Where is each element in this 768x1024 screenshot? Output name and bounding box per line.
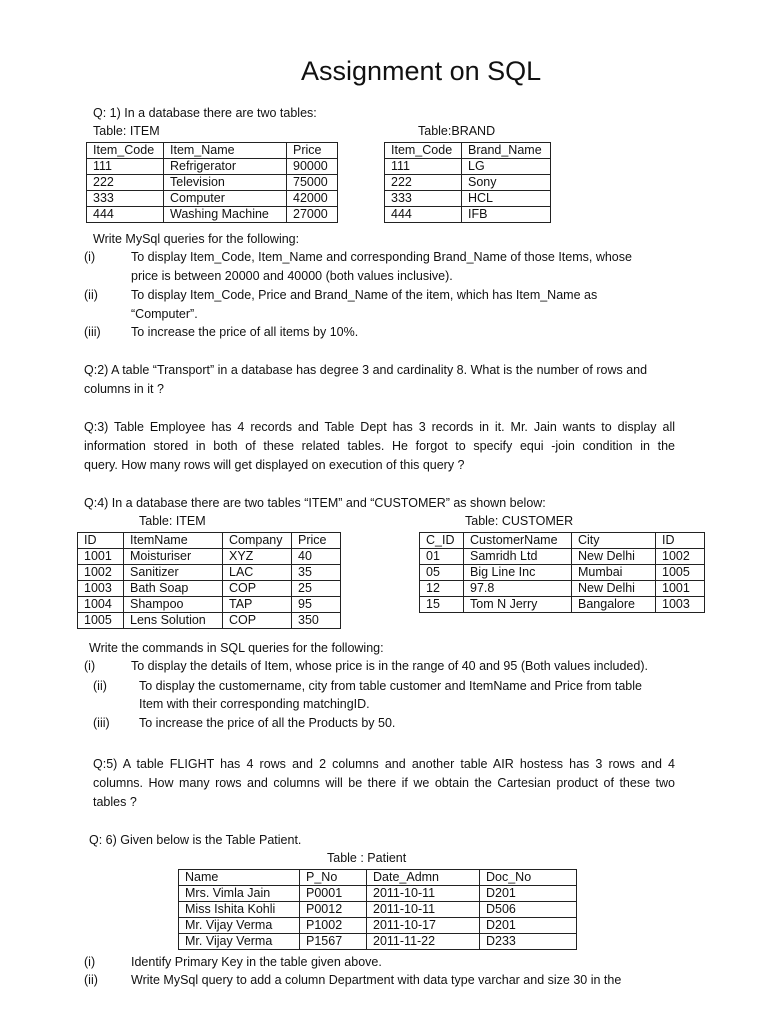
table-cell: Mr. Vijay Verma <box>179 918 300 934</box>
table-cell: IFB <box>462 207 551 223</box>
table-header-cell: Date_Admn <box>367 870 480 886</box>
table-cell: P0012 <box>300 902 367 918</box>
table-cell: 95 <box>292 597 341 613</box>
table-header-row <box>87 143 338 159</box>
table-cell: 222 <box>87 175 164 191</box>
table-cell: 2011-11-22 <box>367 934 480 950</box>
table-row <box>385 191 551 207</box>
q4-customer-caption: Table: CUSTOMER <box>465 514 574 528</box>
table-row <box>87 207 338 223</box>
table-cell: 05 <box>420 565 464 581</box>
list-item-text: To increase the price of all the Products by 50. <box>139 716 396 730</box>
table-row <box>385 159 551 175</box>
list-item-text: To display the customername, city from table customer and ItemName and Price from table <box>139 679 642 693</box>
table-cell: 2011-10-11 <box>367 902 480 918</box>
table-cell: 1001 <box>656 581 705 597</box>
table-row <box>420 581 705 597</box>
table-cell: 2011-10-17 <box>367 918 480 934</box>
table-cell: Samridh Ltd <box>464 549 572 565</box>
table-cell: COP <box>223 613 292 629</box>
table-header-cell: Brand_Name <box>462 143 551 159</box>
table-cell: D233 <box>480 934 577 950</box>
table-cell: D201 <box>480 918 577 934</box>
list-item-text: price is between 20000 and 40000 (both values inclusive). <box>131 269 453 283</box>
table-header-row <box>385 143 551 159</box>
table-cell: 444 <box>87 207 164 223</box>
table-row <box>78 565 341 581</box>
table-row <box>385 207 551 223</box>
table-row <box>78 597 341 613</box>
q5-text: Q:5) A table FLIGHT has 4 rows and 2 columns and another table AIR hostess has 3 rows and 4 <box>93 757 675 771</box>
table-cell: Lens Solution <box>124 613 223 629</box>
table-cell: P1567 <box>300 934 367 950</box>
table-cell: 350 <box>292 613 341 629</box>
table-cell: Sony <box>462 175 551 191</box>
table-cell: 35 <box>292 565 341 581</box>
table-cell: Bangalore <box>572 597 656 613</box>
table-cell: Mr. Vijay Verma <box>179 934 300 950</box>
table-header-cell: Item_Code <box>87 143 164 159</box>
table-header-cell: Price <box>292 533 341 549</box>
list-number: (iii) <box>84 325 101 339</box>
table-cell: 111 <box>87 159 164 175</box>
q1-instruction: Write MySql queries for the following: <box>93 232 300 246</box>
table-row <box>87 159 338 175</box>
table-cell: Bath Soap <box>124 581 223 597</box>
q6-patient-table <box>178 869 577 950</box>
q3-text: Q:3) Table Employee has 4 records and Table Dept has 3 records in it. Mr. Jain wants to display all <box>84 420 675 434</box>
q2-text: columns in it ? <box>84 382 164 396</box>
table-header-cell: Company <box>223 533 292 549</box>
list-number: (ii) <box>84 973 98 987</box>
table-cell: HCL <box>462 191 551 207</box>
table-cell: 97.8 <box>464 581 572 597</box>
table-cell: TAP <box>223 597 292 613</box>
table-row <box>78 581 341 597</box>
table-cell: New Delhi <box>572 581 656 597</box>
table-row <box>87 191 338 207</box>
table-cell: D506 <box>480 902 577 918</box>
table-cell: 1003 <box>78 581 124 597</box>
table-header-cell: C_ID <box>420 533 464 549</box>
table-cell: P1002 <box>300 918 367 934</box>
table-header-cell: ItemName <box>124 533 223 549</box>
table-cell: P0001 <box>300 886 367 902</box>
table-cell: D201 <box>480 886 577 902</box>
list-item-text: To display Item_Code, Price and Brand_Name of the item, which has Item_Name as <box>131 288 598 302</box>
q4-intro: Q:4) In a database there are two tables “ITEM” and “CUSTOMER” as shown below: <box>84 496 546 510</box>
q5-text: tables ? <box>93 795 137 809</box>
table-cell: Shampoo <box>124 597 223 613</box>
table-cell: Moisturiser <box>124 549 223 565</box>
q4-item-table <box>77 532 341 629</box>
table-row <box>179 934 577 950</box>
table-cell: 444 <box>385 207 462 223</box>
table-row <box>420 565 705 581</box>
table-cell: Mrs. Vimla Jain <box>179 886 300 902</box>
table-cell: 75000 <box>287 175 338 191</box>
table-cell: Refrigerator <box>164 159 287 175</box>
table-header-cell: ID <box>656 533 705 549</box>
table-cell: 90000 <box>287 159 338 175</box>
table-header-row <box>420 533 705 549</box>
q4-item-caption: Table: ITEM <box>139 514 206 528</box>
table-cell: Tom N Jerry <box>464 597 572 613</box>
table-row <box>179 918 577 934</box>
table-cell: Mumbai <box>572 565 656 581</box>
table-header-cell: Name <box>179 870 300 886</box>
table-cell: 01 <box>420 549 464 565</box>
list-number: (i) <box>84 250 96 264</box>
table-cell: 15 <box>420 597 464 613</box>
list-number: (ii) <box>84 288 98 302</box>
table-cell: COP <box>223 581 292 597</box>
table-cell: New Delhi <box>572 549 656 565</box>
table-cell: Computer <box>164 191 287 207</box>
table-cell: Sanitizer <box>124 565 223 581</box>
table-header-cell: ID <box>78 533 124 549</box>
q1-brand-table <box>384 142 551 223</box>
list-number: (ii) <box>93 679 107 693</box>
table-cell: Big Line Inc <box>464 565 572 581</box>
table-cell: LAC <box>223 565 292 581</box>
table-cell: 1001 <box>78 549 124 565</box>
q5-text: columns. How many rows and columns will be there if we obtain the Cartesian product of these two <box>93 776 675 790</box>
table-header-row <box>78 533 341 549</box>
table-cell: Washing Machine <box>164 207 287 223</box>
list-item-text: To display the details of Item, whose price is in the range of 40 and 95 (Both values included). <box>131 659 648 673</box>
table-cell: Miss Ishita Kohli <box>179 902 300 918</box>
table-cell: 27000 <box>287 207 338 223</box>
list-number: (iii) <box>93 716 110 730</box>
table-cell: 1002 <box>656 549 705 565</box>
q2-text: Q:2) A table “Transport” in a database has degree 3 and cardinality 8. What is the number of rows and <box>84 363 648 377</box>
table-header-cell: P_No <box>300 870 367 886</box>
list-item-text: Identify Primary Key in the table given above. <box>131 955 382 969</box>
table-row <box>385 175 551 191</box>
table-row <box>420 597 705 613</box>
table-cell: Television <box>164 175 287 191</box>
table-cell: 12 <box>420 581 464 597</box>
table-header-cell: Doc_No <box>480 870 577 886</box>
table-header-cell: City <box>572 533 656 549</box>
q6-intro: Q: 6) Given below is the Table Patient. <box>89 833 302 847</box>
list-number: (i) <box>84 955 96 969</box>
q4-instruction: Write the commands in SQL queries for the following: <box>89 641 384 655</box>
list-number: (i) <box>84 659 96 673</box>
list-item-text: To display Item_Code, Item_Name and corresponding Brand_Name of those Items, whose <box>131 250 632 264</box>
table-cell: 222 <box>385 175 462 191</box>
page-title: Assignment on SQL <box>301 56 542 86</box>
q1-brand-caption: Table:BRAND <box>418 124 496 138</box>
table-row <box>179 902 577 918</box>
table-cell: 40 <box>292 549 341 565</box>
table-row <box>78 549 341 565</box>
q1-item-table <box>86 142 338 223</box>
table-cell: 2011-10-11 <box>367 886 480 902</box>
table-cell: 42000 <box>287 191 338 207</box>
list-item-text: To increase the price of all items by 10%. <box>131 325 359 339</box>
table-header-row <box>179 870 577 886</box>
table-cell: 1003 <box>656 597 705 613</box>
table-cell: LG <box>462 159 551 175</box>
q3-text: information stored in both of these related tables. He forgot to specify equi -join condition in the <box>84 439 675 453</box>
q1-intro: Q: 1) In a database there are two tables: <box>93 106 317 120</box>
table-header-cell: Item_Code <box>385 143 462 159</box>
q1-item-caption: Table: ITEM <box>93 124 160 138</box>
table-cell: 1004 <box>78 597 124 613</box>
table-cell: XYZ <box>223 549 292 565</box>
table-header-cell: Price <box>287 143 338 159</box>
table-row <box>179 886 577 902</box>
table-cell: 111 <box>385 159 462 175</box>
table-cell: 1005 <box>78 613 124 629</box>
q4-customer-table <box>419 532 705 613</box>
list-item-text: Write MySql query to add a column Department with data type varchar and size 30 in the <box>131 973 622 987</box>
table-cell: 1002 <box>78 565 124 581</box>
table-cell: 333 <box>385 191 462 207</box>
table-cell: 333 <box>87 191 164 207</box>
table-row <box>78 613 341 629</box>
table-header-cell: CustomerName <box>464 533 572 549</box>
q3-text: query. How many rows will get displayed on execution of this query ? <box>84 458 465 472</box>
list-item-text: Item with their corresponding matchingID. <box>139 697 370 711</box>
table-row <box>87 175 338 191</box>
table-cell: 1005 <box>656 565 705 581</box>
list-item-text: “Computer”. <box>131 307 198 321</box>
table-row <box>420 549 705 565</box>
q6-caption: Table : Patient <box>327 851 407 865</box>
table-header-cell: Item_Name <box>164 143 287 159</box>
table-cell: 25 <box>292 581 341 597</box>
